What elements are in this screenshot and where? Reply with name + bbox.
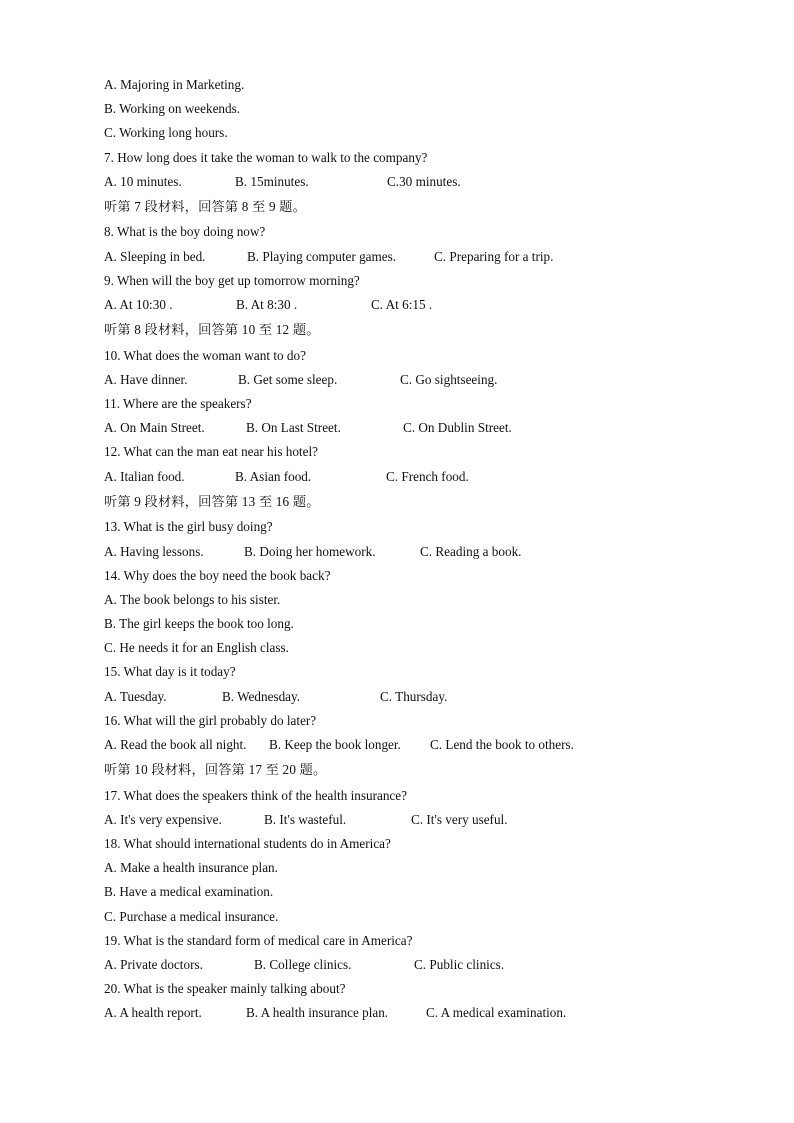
answer-option: C. Lend the book to others. (430, 737, 574, 752)
question-text: 18. What should international students do in America? (104, 836, 391, 852)
answer-option: B. The girl keeps the book too long. (104, 616, 294, 632)
answer-option: C. Go sightseeing. (400, 371, 498, 387)
question-text: 14. Why does the boy need the book back? (104, 567, 331, 583)
question-text: 7. How long does it take the woman to walk to the company? (104, 149, 428, 165)
answer-option: B. Asian food. (235, 468, 312, 484)
answer-option: B. Playing computer games. (247, 248, 397, 264)
question-text: 19. What is the standard form of medical care in America? (104, 932, 413, 948)
question-text: 17. What does the speakers think of the health insurance? (104, 787, 407, 803)
section-instruction: 听第 8 段材料，回答第 10 至 12 题。 (104, 322, 320, 338)
answer-option: B. Keep the book longer. (269, 737, 401, 752)
answer-options-row (104, 245, 744, 269)
answer-option: B. At 8:30 . (236, 297, 298, 312)
answer-option: A. 10 minutes. (104, 173, 182, 189)
answer-options-row (104, 465, 744, 489)
answer-options-row (104, 293, 744, 317)
answer-options-row (104, 416, 744, 440)
answer-option: B. A health insurance plan. (246, 1005, 389, 1021)
answer-option: B. Get some sleep. (238, 371, 338, 387)
question-text: 9. When will the boy get up tomorrow morning? (104, 272, 360, 288)
section-instruction: 听第 7 段材料，回答第 8 至 9 题。 (104, 198, 307, 214)
answer-option: B. 15minutes. (235, 173, 309, 189)
question-text: 12. What can the man eat near his hotel? (104, 444, 318, 460)
answer-option: B. College clinics. (254, 957, 352, 972)
answer-option: B. Working on weekends. (104, 101, 241, 117)
answer-option: A. Majoring in Marketing. (104, 77, 245, 92)
document-page (104, 73, 744, 1026)
question-text: 16. What will the girl probably do later? (104, 712, 317, 728)
answer-option: C. Preparing for a trip. (434, 248, 554, 264)
answer-option: A. Have dinner. (104, 371, 188, 387)
answer-option: B. It's wasteful. (264, 811, 347, 827)
answer-option: C.30 minutes. (387, 173, 461, 189)
answer-option: A. Private doctors. (104, 957, 203, 972)
answer-option: B. Have a medical examination. (104, 884, 274, 900)
answer-option: B. Doing her homework. (244, 543, 376, 559)
answer-options-row (104, 170, 744, 194)
question-text: 13. What is the girl busy doing? (104, 519, 273, 535)
answer-option: C. It's very useful. (411, 811, 508, 827)
section-instruction: 听第 9 段材料，回答第 13 至 16 题。 (104, 493, 320, 509)
question-text: 20. What is the speaker mainly talking about? (104, 981, 346, 997)
answer-option: C. He needs it for an English class. (104, 640, 289, 656)
answer-option: A. At 10:30 . (104, 297, 173, 312)
answer-option: A. It's very expensive. (104, 811, 222, 827)
answer-options-row (104, 685, 744, 709)
answer-option: A. The book belongs to his sister. (104, 591, 281, 607)
question-text: 8. What is the boy doing now? (104, 224, 266, 240)
question-text: 15. What day is it today? (104, 664, 236, 680)
question-text: 11. Where are the speakers? (104, 396, 252, 412)
answer-option: C. Working long hours. (104, 125, 228, 141)
answer-option: C. A medical examination. (426, 1005, 567, 1021)
answer-options-row (104, 733, 744, 757)
answer-option: A. Read the book all night. (104, 737, 247, 752)
answer-option: C. Public clinics. (414, 957, 505, 972)
answer-option: C. French food. (386, 468, 469, 484)
answer-options-row (104, 953, 744, 977)
answer-option: A. Italian food. (104, 468, 185, 484)
answer-option: C. Reading a book. (420, 543, 522, 559)
question-text: 10. What does the woman want to do? (104, 347, 306, 363)
answer-options-row (104, 540, 744, 564)
answer-option: C. Purchase a medical insurance. (104, 908, 279, 924)
answer-option: A. On Main Street. (104, 420, 205, 436)
answer-option: A. Make a health insurance plan. (104, 860, 278, 876)
answer-options-row (104, 808, 744, 832)
answer-options-row (104, 1001, 744, 1025)
answer-options-row (104, 368, 744, 392)
answer-option: C. On Dublin Street. (403, 420, 512, 436)
answer-option: A. Having lessons. (104, 543, 204, 559)
answer-option: A. Tuesday. (104, 688, 167, 704)
answer-option: A. Sleeping in bed. (104, 248, 206, 264)
section-instruction: 听第 10 段材料，回答第 17 至 20 题。 (104, 762, 327, 778)
answer-option: B. Wednesday. (222, 688, 301, 704)
answer-option: B. On Last Street. (246, 420, 341, 436)
answer-option: C. At 6:15 . (371, 297, 433, 312)
answer-option: C. Thursday. (380, 688, 448, 704)
answer-option: A. A health report. (104, 1005, 202, 1021)
